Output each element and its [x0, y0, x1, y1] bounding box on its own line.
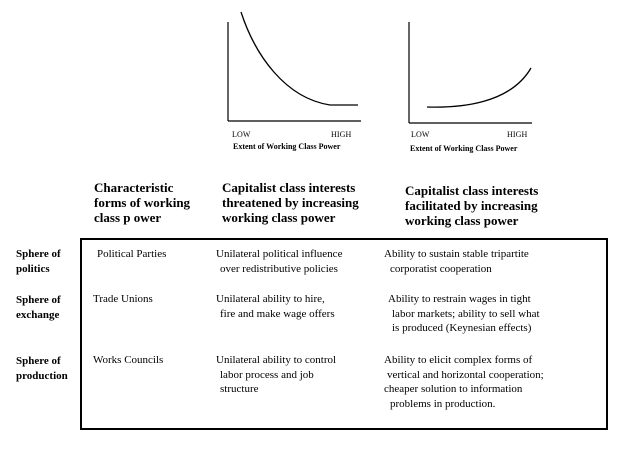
row-head-exchange — [16, 293, 61, 323]
header-threatened — [222, 180, 359, 225]
header-threatened-line: working class power — [222, 210, 336, 225]
row-head-politics — [16, 247, 61, 277]
header-facilitated-line: working class power — [405, 213, 519, 228]
cell-line: corporatist cooperation — [390, 262, 492, 275]
cell-line: labor process and job — [220, 368, 314, 381]
cell-threatened-production — [216, 353, 336, 397]
cell-line: is produced (Keynesian effects) — [392, 322, 532, 334]
cell-forms-exchange — [93, 292, 153, 307]
row-head-line: Sphere of — [16, 294, 61, 306]
cell-facilitated-production — [384, 353, 544, 411]
cell-line: Unilateral ability to control — [216, 354, 337, 366]
cell-line: Unilateral political influence — [216, 248, 343, 260]
header-facilitated-line: Capitalist class interests — [405, 183, 539, 198]
header-forms-line: forms of working — [94, 195, 191, 210]
header-threatened-line: threatened by increasing — [222, 195, 359, 210]
cell-threatened-politics — [216, 247, 342, 276]
right-graph-high-label: HIGH — [507, 130, 528, 139]
cell-line: vertical and horizontal cooperation; — [387, 368, 544, 381]
cell-threatened-exchange — [216, 292, 335, 321]
cell-forms-production — [93, 353, 163, 368]
cell-line: Works Councils — [93, 354, 164, 366]
cell-line: labor markets; ability to sell what — [392, 307, 540, 320]
row-head-line: exchange — [16, 309, 60, 321]
left-graph — [228, 12, 361, 121]
row-head-line: production — [16, 370, 68, 382]
cell-facilitated-politics — [384, 247, 529, 276]
cell-facilitated-exchange — [388, 292, 540, 336]
left-graph-high-label: HIGH — [331, 130, 352, 139]
right-graph-low-label: LOW — [411, 130, 430, 139]
cell-line: over redistributive policies — [220, 262, 338, 275]
left-graph-low-label: LOW — [232, 130, 251, 139]
row-head-production — [16, 354, 68, 384]
cell-line: cheaper solution to information — [384, 383, 523, 395]
cell-line: Ability to sustain stable tripartite — [384, 248, 529, 260]
cell-line: structure — [220, 383, 259, 395]
row-head-line: Sphere of — [16, 248, 61, 260]
header-forms — [94, 180, 190, 225]
header-forms-line: class p ower — [94, 210, 162, 225]
cell-line: Unilateral ability to hire, — [216, 293, 325, 305]
right-graph-curve — [427, 68, 531, 107]
cell-line: problems in production. — [390, 397, 496, 410]
row-head-line: Sphere of — [16, 355, 61, 367]
cell-line: Ability to elicit complex forms of — [384, 354, 533, 366]
header-facilitated-line: facilitated by increasing — [405, 198, 538, 213]
right-graph-x-title: Extent of Working Class Power — [410, 144, 518, 153]
cell-line: Ability to restrain wages in tight — [388, 293, 531, 305]
right-graph — [409, 22, 532, 123]
cell-line: Political Parties — [97, 248, 167, 260]
header-facilitated — [405, 183, 538, 228]
header-threatened-line: Capitalist class interests — [222, 180, 356, 195]
row-head-line: politics — [16, 263, 50, 275]
header-forms-line: Characteristic — [94, 180, 174, 195]
left-graph-x-title: Extent of Working Class Power — [233, 142, 341, 151]
cell-forms-politics — [97, 247, 166, 262]
cell-line: Trade Unions — [93, 293, 153, 305]
left-graph-curve — [241, 12, 358, 105]
cell-line: fire and make wage offers — [220, 307, 335, 320]
